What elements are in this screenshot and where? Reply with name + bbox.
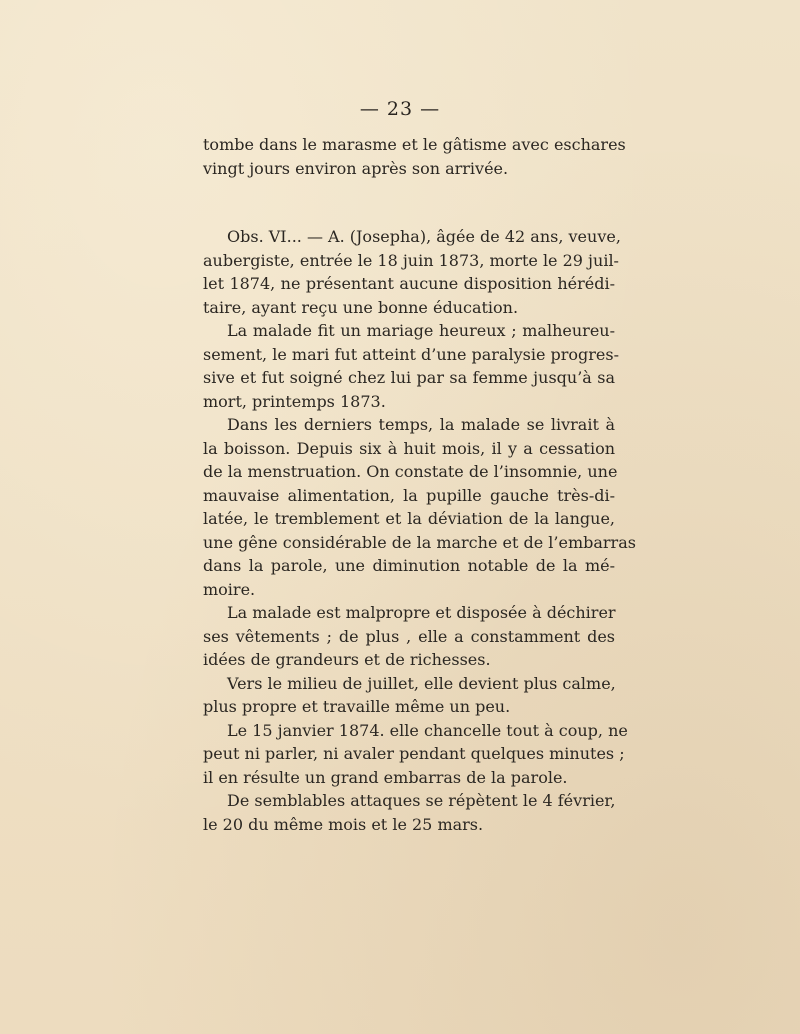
text-line: dans la parole, une diminution notable de la mé- [203,556,615,575]
text-line: Vers le milieu de juillet, elle devient plus calme, [227,673,616,693]
text-line: moire. [203,579,256,599]
observation-section [203,225,636,836]
text-line: de la menstruation. On constate de l’insomnie, une [203,462,618,481]
text-line: le 20 du même mois et le 25 mars. [203,814,484,834]
text-line: Le 15 janvier 1874. elle chancelle tout à coup, ne [227,720,628,740]
text-line: La malade est malpropre et disposée à déchirer [227,603,616,622]
text-line: ses vêtements ; de plus , elle a constamment des [203,626,615,646]
text-line: plus propre et travaille même un peu. [203,697,511,716]
text-line: il en résulte un grand embarras de la parole. [203,767,568,787]
text-line: taire, ayant reçu une bonne éducation. [203,297,519,317]
text-line: aubergiste, entrée le 18 juin 1873, morte le 29 juil- [203,250,619,270]
text-line: sive et fut soigné chez lui par sa femme jusqu’à sa [203,368,615,387]
text-line: sement, le mari fut atteint d’une paralysie progres- [203,344,620,364]
text-line: La malade fit un mariage heureux ; malheureu- [227,321,615,340]
text-line: De semblables attaques se répètent le 4 février, [227,791,616,810]
text-line: idées de grandeurs et de richesses. [203,650,491,669]
text-line: latée, le tremblement et la déviation de la langue, [203,509,615,528]
observation-heading-line: Obs. VI... — A. (Josepha), âgée de 42 ans, veuve, [227,227,621,246]
text-line: vingt jours environ après son arrivée. [203,158,509,178]
text-line: la boisson. Depuis six à huit mois, il y a cessation [203,438,615,458]
text-line: Dans les derniers temps, la malade se livrait à [227,415,615,434]
page-number: — 23 — [359,98,441,120]
text-line: mauvaise alimentation, la pupille gauche très-di- [203,485,615,505]
intro-paragraph [203,133,626,180]
text-line: une gêne considérable de la marche et de l’embarras [203,532,636,552]
text-line: peut ni parler, ni avaler pendant quelques minutes ; [203,744,625,763]
text-line: tombe dans le marasme et le gâtisme avec eschares [203,135,626,154]
text-line: let 1874, ne présentant aucune disposition hérédi- [203,274,615,293]
text-line: mort, printemps 1873. [203,391,386,411]
